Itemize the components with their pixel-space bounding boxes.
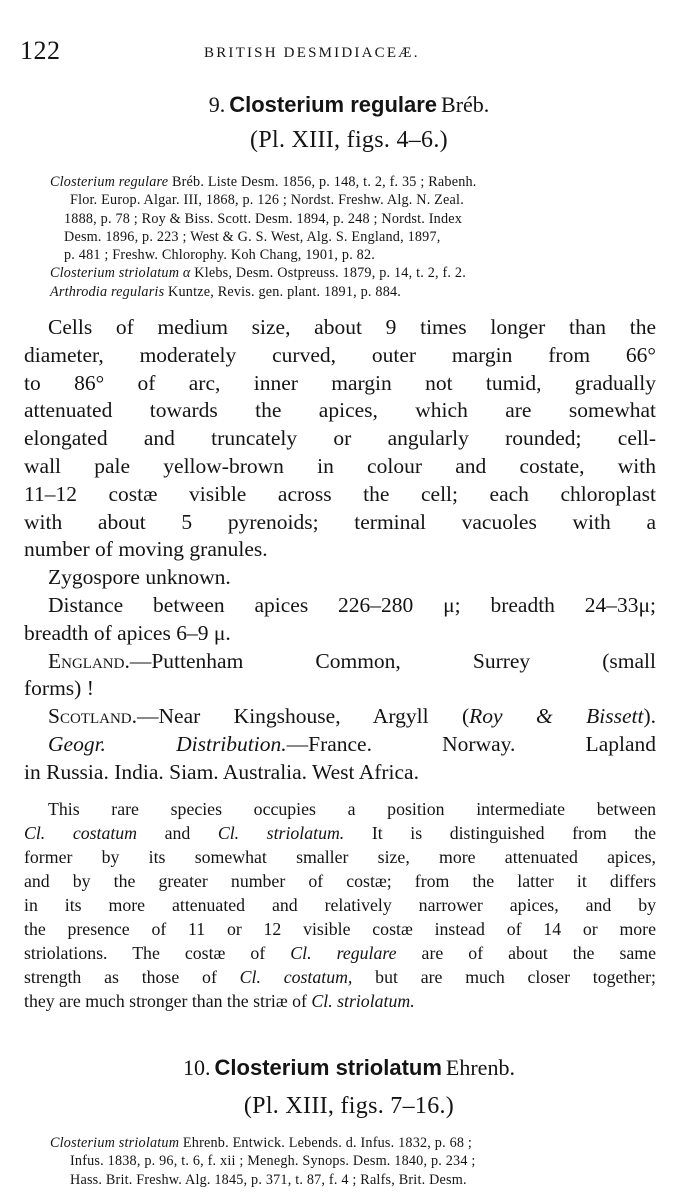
- species-name: Closterium regulare: [229, 92, 438, 117]
- description-line: attenuated towards the apices, which are somewhat: [24, 398, 656, 423]
- note-line: [24, 965, 656, 989]
- synonymy-line: [50, 1171, 656, 1189]
- synonym-citation: Kuntze, Revis. gen. plant. 1891, p. 884.: [164, 283, 402, 300]
- species-number: 10.: [183, 1055, 211, 1080]
- synonym-name: Closterium regulare: [50, 174, 169, 190]
- synonymy-line: [50, 173, 656, 191]
- note-line: [24, 989, 656, 1013]
- note-italic-run: Cl. striolatum.: [217, 823, 345, 843]
- running-title: BRITISH DESMIDIACEÆ.: [204, 45, 420, 61]
- description-line: diameter, moderately curved, outer margin from 66°: [24, 342, 656, 367]
- synonym-citation: Desm. 1896, p. 223 ; West & G. S. West, Alg. S. England, 1897,: [64, 228, 441, 245]
- locality-text: —Near Kingshouse, Argyll (: [137, 704, 470, 729]
- synonymy-line: [50, 283, 656, 301]
- plate-reference: (Pl. XIII, figs. 4–6.): [250, 127, 448, 153]
- species-heading: [0, 1055, 698, 1081]
- species-author: Bréb.: [441, 92, 490, 117]
- distribution-text: in Russia. India. Siam. Australia. West Africa.: [24, 759, 419, 784]
- locality-text: forms) !: [24, 676, 94, 701]
- note-text-run: strength as those of: [24, 967, 240, 987]
- dimensions-line: Distance between apices 226–280 μ; breadth 24–33μ;: [48, 592, 656, 617]
- species-number: 9.: [208, 92, 226, 117]
- region-label: Scotland.: [48, 704, 137, 729]
- synonymy-line: [50, 210, 656, 228]
- synonym-name: Closterium striolatum: [50, 1135, 180, 1151]
- synonym-name: Arthrodia regularis: [50, 283, 165, 300]
- zygospore-line: Zygospore unknown.: [48, 565, 231, 590]
- synonym-citation: Bréb. Liste Desm. 1856, p. 148, t. 2, f. 35 ; Rabenh.: [168, 174, 477, 190]
- note-text-run: It is distinguished from the: [344, 823, 656, 843]
- synonymy-line: [50, 264, 656, 282]
- distribution-line: [24, 731, 656, 759]
- note-line: [24, 797, 656, 821]
- synonymy-line: [50, 1134, 656, 1152]
- note-text-run: are of about the same: [396, 943, 657, 963]
- synonym-name: Closterium striolatum α: [50, 265, 191, 282]
- note-text-run: This rare species occupies a position intermediate between: [48, 799, 656, 819]
- note-italic-run: Cl. costatum: [24, 823, 138, 843]
- locality-england: [24, 648, 656, 676]
- locality-text: —Puttenham Common, Surrey (small: [129, 648, 656, 673]
- note-paragraph: [24, 797, 656, 1013]
- dimensions-line: breadth of apices 6–9 μ.: [24, 620, 231, 645]
- synonym-citation: Klebs, Desm. Ostpreuss. 1879, p. 14, t. 2, f. 2.: [190, 265, 466, 282]
- synonym-citation: 1888, p. 78 ; Roy & Biss. Scott. Desm. 1894, p. 248 ; Nordst. Index: [64, 210, 463, 227]
- synonymy-line: [50, 1152, 656, 1170]
- note-text-run: the presence of 11 or 12 visible costæ instead of 14 or more: [24, 919, 656, 939]
- synonymy-line: [50, 228, 656, 246]
- synonymy-line: [50, 246, 656, 264]
- region-label: England.: [48, 648, 130, 673]
- note-text-run: they are much stronger than the striæ of: [24, 991, 312, 1011]
- synonymy-block: [50, 1134, 656, 1189]
- note-italic-run: Cl. regulare: [290, 943, 397, 963]
- distribution-text: —France. Norway. Lapland: [286, 731, 656, 756]
- note-text-run: in its more attenuated and relatively narrower apices, and by: [24, 895, 656, 915]
- synonymy-block: [50, 173, 656, 301]
- description-line: to 86° of arc, inner margin not tumid, gradually: [24, 370, 656, 395]
- page-number: 122: [20, 36, 61, 65]
- note-line: [24, 893, 656, 917]
- description-line: with about 5 pyrenoids; terminal vacuoles with a: [24, 509, 656, 534]
- description-line: elongated and truncately or angularly rounded; cell-: [24, 426, 656, 451]
- species-heading: [0, 92, 698, 118]
- note-text-run: and by the greater number of costæ; from the latter it differs: [24, 871, 656, 891]
- note-line: [24, 869, 656, 893]
- plate-reference: (Pl. XIII, figs. 7–16.): [243, 1093, 455, 1119]
- note-text-run: and: [137, 823, 218, 843]
- note-line: [24, 941, 656, 965]
- description-line: 11–12 costæ visible across the cell; each chloroplast: [24, 481, 656, 506]
- distribution-label: Geogr. Distribution.: [48, 731, 287, 756]
- locality-scotland: [24, 703, 656, 731]
- collector-names: Roy & Bissett: [469, 704, 644, 729]
- note-text-run: former by its somewhat smaller size, more attenuated apices,: [24, 847, 656, 867]
- synonym-citation: p. 481 ; Freshw. Chlorophy. Koh Chang, 1901, p. 82.: [64, 247, 376, 264]
- note-line: [24, 845, 656, 869]
- description-line: number of moving granules.: [24, 537, 268, 562]
- note-line: [24, 917, 656, 941]
- description-paragraph: [24, 314, 656, 787]
- species-name: Closterium striolatum: [214, 1055, 442, 1080]
- species-author: Ehrenb.: [445, 1055, 515, 1080]
- locality-end: ).: [643, 704, 656, 729]
- note-text-run: but are much closer together;: [352, 967, 656, 987]
- note-italic-run: Cl. striolatum.: [311, 991, 415, 1011]
- synonym-citation: Flor. Europ. Algar. III, 1868, p. 126 ; Nordst. Freshw. Alg. N. Zeal.: [70, 192, 464, 209]
- synonymy-line: [50, 191, 656, 209]
- description-line: wall pale yellow-brown in colour and costate, with: [24, 453, 656, 478]
- note-italic-run: Cl. costatum,: [239, 967, 353, 987]
- synonym-citation: Infus. 1838, p. 96, t. 6, f. xii ; Menegh. Synops. Desm. 1840, p. 234 ;: [70, 1153, 476, 1170]
- synonym-citation: Hass. Brit. Freshw. Alg. 1845, p. 371, t. 87, f. 4 ; Ralfs, Brit. Desm.: [70, 1171, 467, 1188]
- note-line: [24, 821, 656, 845]
- note-text-run: striolations. The costæ of: [24, 943, 291, 963]
- description-line: Cells of medium size, about 9 times longer than the: [48, 315, 656, 339]
- synonym-citation: Ehrenb. Entwick. Lebends. d. Infus. 1832, p. 68 ;: [179, 1135, 473, 1151]
